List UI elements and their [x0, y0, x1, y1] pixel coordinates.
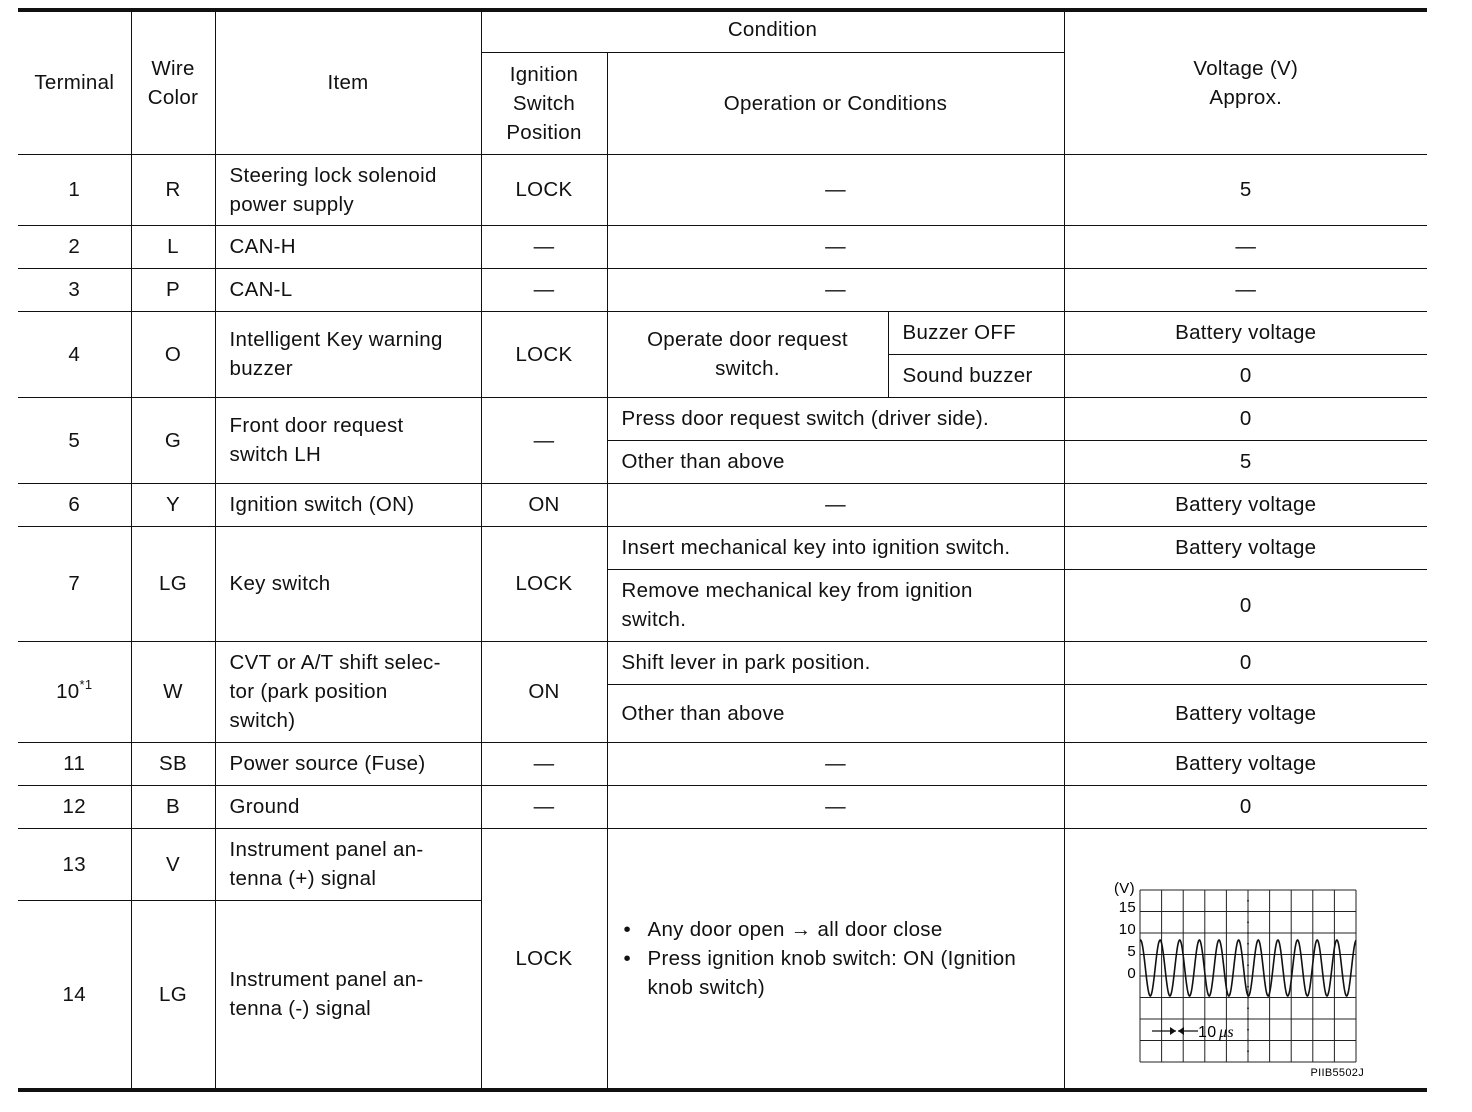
item-cell: Key switch — [215, 526, 481, 641]
sub-condition-cell: Buzzer OFF — [888, 311, 1064, 354]
operation-cell: Operate door request switch. — [607, 311, 888, 397]
grid-dot — [1247, 911, 1249, 913]
item-cell: Instrument panel an- tenna (+) signal — [215, 828, 481, 900]
grid-dot — [1247, 954, 1249, 956]
voltage-cell: — — [1064, 225, 1427, 268]
ignition-cell: ON — [481, 483, 607, 526]
operation-cell: — — [607, 154, 1064, 225]
table-row — [18, 742, 1427, 785]
terminal-cell: 13 — [18, 828, 131, 900]
terminal-cell: 1 — [18, 154, 131, 225]
y-tick-label: 0 — [1127, 965, 1136, 983]
voltage-cell: 0 — [1064, 397, 1427, 440]
wire-color-cell: L — [131, 225, 215, 268]
header-terminal: Terminal — [18, 10, 131, 154]
wire-color-cell: Y — [131, 483, 215, 526]
voltage-cell: Battery voltage — [1064, 742, 1427, 785]
ignition-cell: ON — [481, 641, 607, 742]
ignition-cell: LOCK — [481, 828, 607, 1090]
voltage-cell: Battery voltage — [1064, 526, 1427, 569]
table-row — [18, 268, 1427, 311]
operation-cell: Press door request switch (driver side). — [607, 397, 1064, 440]
grid-dot — [1247, 1051, 1249, 1053]
table-row — [18, 225, 1427, 268]
item-cell: Ground — [215, 785, 481, 828]
y-tick-label: 10 — [1118, 921, 1136, 939]
wire-color-cell: P — [131, 268, 215, 311]
item-cell: CAN-L — [215, 268, 481, 311]
voltage-cell: Battery voltage — [1064, 684, 1427, 742]
terminal-cell: 12 — [18, 785, 131, 828]
grid-dot — [1247, 943, 1249, 945]
condition-bullet: • Any door open → all door close — [648, 915, 1050, 944]
terminal-cell: 2 — [18, 225, 131, 268]
operation-cell: Other than above — [607, 684, 1064, 742]
wire-color-cell: W — [131, 641, 215, 742]
voltage-cell: 0 — [1064, 641, 1427, 684]
item-cell: CAN-H — [215, 225, 481, 268]
grid-dot — [1247, 922, 1249, 924]
grid-dot — [1247, 1040, 1249, 1042]
header-condition: Condition — [481, 10, 1064, 52]
item-cell: Front door request switch LH — [215, 397, 481, 483]
wire-color-cell: G — [131, 397, 215, 483]
y-axis-unit: (V) — [1113, 880, 1135, 898]
table-row — [18, 785, 1427, 828]
terminal-cell: 10$^{*1}$ — [18, 641, 131, 742]
terminal-cell: 5 — [18, 397, 131, 483]
wire-color-cell: V — [131, 828, 215, 900]
terminal-cell: 3 — [18, 268, 131, 311]
grid-dot — [1247, 1029, 1249, 1031]
wire-color-cell: R — [131, 154, 215, 225]
ignition-cell: — — [481, 785, 607, 828]
voltage-cell: 0 — [1064, 569, 1427, 641]
voltage-cell: 0 — [1064, 354, 1427, 397]
y-tick-label: 15 — [1118, 899, 1136, 917]
time-scale-arrowhead — [1178, 1027, 1184, 1035]
table-row — [18, 397, 1427, 440]
terminal-cell: 7 — [18, 526, 131, 641]
table-row — [18, 483, 1427, 526]
operation-cell: — — [607, 268, 1064, 311]
header-item: Item — [215, 10, 481, 154]
operation-cell: — — [607, 483, 1064, 526]
grid-dot — [1247, 965, 1249, 967]
wire-color-cell: LG — [131, 526, 215, 641]
item-cell: Intelligent Key warning buzzer — [215, 311, 481, 397]
operation-cell: — — [607, 225, 1064, 268]
table-row — [18, 641, 1427, 684]
time-scale-unit: μs — [1218, 1024, 1234, 1042]
voltage-cell: 5 — [1064, 154, 1427, 225]
table-row — [18, 311, 1427, 354]
ignition-cell: LOCK — [481, 311, 607, 397]
operation-cell: — — [607, 785, 1064, 828]
terminal-cell: 4 — [18, 311, 131, 397]
wire-color-cell: SB — [131, 742, 215, 785]
grid-dot — [1247, 1008, 1249, 1010]
table-row — [18, 828, 1427, 900]
operation-cell: — — [607, 742, 1064, 785]
voltage-cell: 0 — [1064, 785, 1427, 828]
ignition-cell: — — [481, 397, 607, 483]
grid-dot — [1247, 932, 1249, 934]
ignition-cell: LOCK — [481, 526, 607, 641]
item-cell: Instrument panel an- tenna (-) signal — [215, 900, 481, 1090]
ignition-cell: — — [481, 742, 607, 785]
ignition-cell: — — [481, 225, 607, 268]
sub-condition-cell: Sound buzzer — [888, 354, 1064, 397]
item-cell: Ignition switch (ON) — [215, 483, 481, 526]
ignition-cell: — — [481, 268, 607, 311]
waveform-cell — [1064, 828, 1427, 1090]
voltage-cell: — — [1064, 268, 1427, 311]
terminal-footnote: *1 — [79, 677, 93, 692]
grid-dot — [1247, 900, 1249, 902]
terminal-spec-table — [18, 8, 1427, 1092]
header-wire-color: Wire Color — [131, 10, 215, 154]
header-voltage: Voltage (V) Approx. — [1064, 10, 1427, 154]
ignition-cell: LOCK — [481, 154, 607, 225]
header-operation-conditions: Operation or Conditions — [607, 52, 1064, 154]
condition-bullet: • Press ignition knob switch: ON (Ignition knob switch) — [648, 944, 1050, 1002]
wire-color-cell: B — [131, 785, 215, 828]
grid-dot — [1247, 986, 1249, 988]
terminal-cell: 11 — [18, 742, 131, 785]
operation-cell: Insert mechanical key into ignition switch. — [607, 526, 1064, 569]
voltage-cell: Battery voltage — [1064, 311, 1427, 354]
operation-cell: Shift lever in park position. — [607, 641, 1064, 684]
operation-cell — [607, 828, 1064, 1090]
operation-cell: Remove mechanical key from ignition switch. — [607, 569, 1064, 641]
terminal-cell: 14 — [18, 900, 131, 1090]
item-cell: Power source (Fuse) — [215, 742, 481, 785]
grid-dot — [1247, 1018, 1249, 1020]
voltage-cell: 5 — [1064, 440, 1427, 483]
time-scale-label: 10 — [1197, 1024, 1217, 1042]
waveform-oscilloscope — [1096, 838, 1396, 1078]
operation-cell: Other than above — [607, 440, 1064, 483]
time-scale-arrowhead — [1170, 1027, 1176, 1035]
grid-dot — [1247, 975, 1249, 977]
table-row — [18, 526, 1427, 569]
header-ignition-switch-position: Ignition Switch Position — [481, 52, 607, 154]
voltage-cell: Battery voltage — [1064, 483, 1427, 526]
terminal-cell: 6 — [18, 483, 131, 526]
wire-color-cell: O — [131, 311, 215, 397]
wire-color-cell: LG — [131, 900, 215, 1090]
condition-bullet-list — [622, 915, 1050, 1002]
item-cell: Steering lock solenoid power supply — [215, 154, 481, 225]
table-row — [18, 154, 1427, 225]
y-tick-label: 5 — [1127, 943, 1136, 961]
figure-code: PIIB5502J — [1310, 1067, 1364, 1079]
item-cell: CVT or A/T shift selec- tor (park position switch) — [215, 641, 481, 742]
